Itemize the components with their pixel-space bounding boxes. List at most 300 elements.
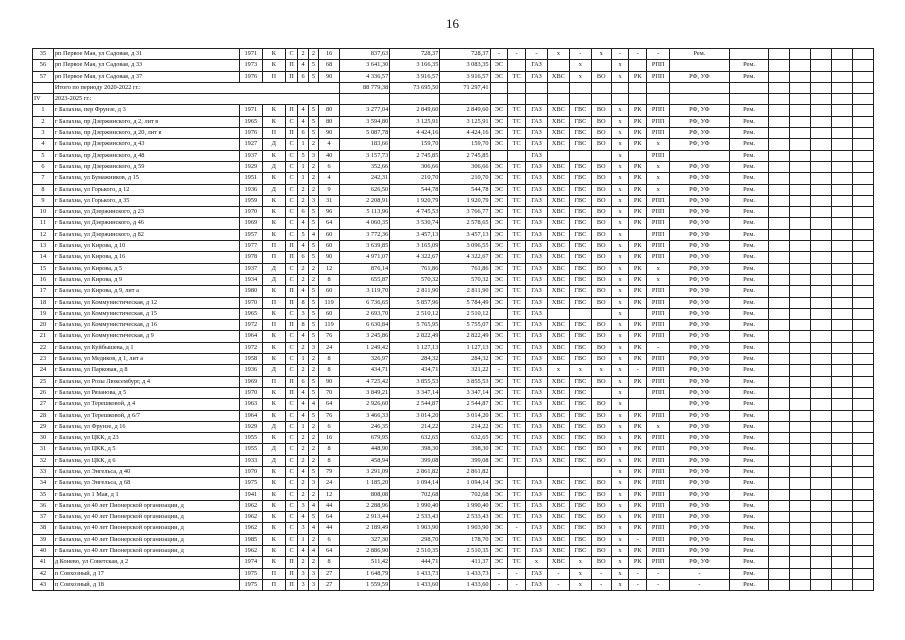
cell: 626,50 xyxy=(340,184,390,195)
cell: К xyxy=(262,466,285,477)
cell: ГВС xyxy=(569,263,591,274)
cell: 1 433,60 xyxy=(390,579,440,590)
cell: 3 457,13 xyxy=(390,229,440,240)
cell: 15 xyxy=(33,263,54,274)
empty-cell xyxy=(769,297,790,308)
empty-cell xyxy=(790,523,811,534)
cell: 4 xyxy=(298,60,308,71)
cell: РПП xyxy=(647,128,670,139)
cell: Рем. xyxy=(729,500,769,511)
cell: 2 693,70 xyxy=(340,308,390,319)
cell: 41 xyxy=(33,557,54,568)
empty-cell xyxy=(852,195,873,206)
cell: 6 xyxy=(319,421,340,432)
cell: 2 xyxy=(308,444,318,455)
cell: РПП xyxy=(647,387,670,398)
cell: РПП xyxy=(647,252,670,263)
cell: 1963 xyxy=(239,399,262,410)
empty-cell xyxy=(811,252,832,263)
cell: г Балахна, ул 40 лет Пионерской организации, д xyxy=(53,546,239,557)
empty-cell xyxy=(852,263,873,274)
cell: ГВС xyxy=(569,274,591,285)
cell: ГАЗ xyxy=(526,161,548,172)
table-row xyxy=(33,320,874,331)
cell: 76 xyxy=(319,331,340,342)
cell: г Балахна, ул Бумажников, д 15 xyxy=(53,173,239,184)
cell: 2 xyxy=(308,433,318,444)
cell: П xyxy=(285,128,298,139)
empty-cell xyxy=(811,534,832,545)
cell: 3 916,57 xyxy=(390,71,440,82)
cell: ТС xyxy=(508,116,526,127)
empty-cell xyxy=(769,512,790,523)
cell: РПП xyxy=(647,523,670,534)
cell: РПП xyxy=(647,444,670,455)
cell: 1 433,73 xyxy=(440,568,490,579)
empty-cell xyxy=(832,286,853,297)
empty-cell xyxy=(832,60,853,71)
cell: ТС xyxy=(508,444,526,455)
cell: РК xyxy=(629,444,647,455)
cell: г Балахна, пр Дзержинского, д 59 xyxy=(53,161,239,172)
cell: 28 xyxy=(33,410,54,421)
cell: - xyxy=(547,568,569,579)
cell: ГВС xyxy=(569,433,591,444)
cell: x xyxy=(611,150,629,161)
cell: д Конево, ул Советская, д 2 xyxy=(53,557,239,568)
cell: 3 125,91 xyxy=(390,116,440,127)
cell: 6 xyxy=(298,128,308,139)
cell: РПП xyxy=(647,116,670,127)
cell: - xyxy=(591,579,611,590)
cell: ГВС xyxy=(569,195,591,206)
empty-cell xyxy=(852,433,873,444)
cell: 10 xyxy=(33,207,54,218)
cell: РФ, УФ xyxy=(670,399,730,410)
cell: ГВС xyxy=(569,546,591,557)
cell: ГАЗ xyxy=(526,444,548,455)
cell: 4 xyxy=(298,116,308,127)
cell: К xyxy=(262,286,285,297)
cell: С xyxy=(285,455,298,466)
cell: 4 060,35 xyxy=(340,218,390,229)
cell: РПП xyxy=(647,557,670,568)
table-row xyxy=(33,433,874,444)
cell: ТС xyxy=(508,387,526,398)
cell: ТС xyxy=(508,365,526,376)
cell: Рем. xyxy=(729,365,769,376)
cell: x xyxy=(611,410,629,421)
cell: 434,71 xyxy=(390,365,440,376)
cell: 3 291,09 xyxy=(340,466,390,477)
cell: П xyxy=(285,579,298,590)
cell: 1 559,59 xyxy=(340,579,390,590)
cell: К xyxy=(262,546,285,557)
cell: П xyxy=(262,320,285,331)
cell: 4 xyxy=(298,466,308,477)
table-row xyxy=(33,444,874,455)
empty-cell xyxy=(832,478,853,489)
cell: г Балахна, ул Куйбышева, д 1 xyxy=(53,342,239,353)
cell: 6 630,84 xyxy=(340,320,390,331)
empty-cell xyxy=(790,410,811,421)
cell: 6 xyxy=(298,252,308,263)
empty-cell xyxy=(832,139,853,150)
cell: x xyxy=(611,546,629,557)
cell: x xyxy=(611,387,629,398)
cell: x xyxy=(547,49,569,60)
empty-cell xyxy=(832,82,853,93)
cell: РК xyxy=(629,376,647,387)
cell: г Балахна, ул Дзержинского, д 46 xyxy=(53,218,239,229)
cell: П xyxy=(285,557,298,568)
empty-cell xyxy=(832,557,853,568)
cell: П xyxy=(262,568,285,579)
empty-cell xyxy=(769,455,790,466)
cell: 214,22 xyxy=(390,421,440,432)
cell: г Балахна, ул Медиков, д 1, лит а xyxy=(53,354,239,365)
cell: x xyxy=(611,512,629,523)
cell: ВО xyxy=(591,71,611,82)
empty-cell xyxy=(547,94,569,105)
cell: ВО xyxy=(591,489,611,500)
cell: РФ, УФ xyxy=(670,286,730,297)
cell: 3 639,85 xyxy=(340,241,390,252)
cell: С xyxy=(285,195,298,206)
cell: 1 433,60 xyxy=(440,579,490,590)
cell: 5 755,07 xyxy=(440,320,490,331)
table-row xyxy=(33,342,874,353)
cell: x xyxy=(611,286,629,297)
cell: П xyxy=(285,320,298,331)
cell: 6 xyxy=(319,534,340,545)
empty-cell xyxy=(832,150,853,161)
cell: П xyxy=(285,105,298,116)
cell: - xyxy=(647,49,670,60)
empty-cell xyxy=(790,387,811,398)
cell: ЭС xyxy=(490,229,508,240)
cell: ЭС xyxy=(490,60,508,71)
cell: ТС xyxy=(508,184,526,195)
cell: Д xyxy=(262,139,285,150)
cell: ВО xyxy=(591,218,611,229)
cell: ГВС xyxy=(569,387,591,398)
cell: Рем. xyxy=(729,523,769,534)
cell: ГВС xyxy=(569,421,591,432)
cell: С xyxy=(285,342,298,353)
cell: ГАЗ xyxy=(526,342,548,353)
empty-cell xyxy=(852,71,873,82)
cell: x xyxy=(611,195,629,206)
cell: ГВС xyxy=(569,376,591,387)
empty-cell xyxy=(832,320,853,331)
empty-cell xyxy=(852,376,873,387)
cell: 68 xyxy=(319,60,340,71)
cell: 2 xyxy=(308,489,318,500)
cell: 34 xyxy=(33,478,54,489)
cell: Рем. xyxy=(729,444,769,455)
cell: 2 886,90 xyxy=(340,546,390,557)
cell: 12 xyxy=(33,229,54,240)
cell: РК xyxy=(629,241,647,252)
table-row xyxy=(33,523,874,534)
cell: 5 xyxy=(308,252,318,263)
cell: РК xyxy=(629,218,647,229)
cell xyxy=(547,60,569,71)
empty-cell xyxy=(790,421,811,432)
cell: 5 xyxy=(308,466,318,477)
empty-cell xyxy=(811,94,832,105)
table-row xyxy=(33,546,874,557)
empty-cell xyxy=(832,410,853,421)
cell: 4 xyxy=(308,399,318,410)
cell: г Балахна, пр Дзержинского, д 2, лит в xyxy=(53,116,239,127)
cell: 2 xyxy=(308,173,318,184)
cell: Рем. xyxy=(729,320,769,331)
cell: 1 094,14 xyxy=(390,478,440,489)
table-row xyxy=(33,568,874,579)
cell: Рем. xyxy=(729,207,769,218)
cell: Рем. xyxy=(729,387,769,398)
cell xyxy=(629,150,647,161)
cell: 42 xyxy=(33,568,54,579)
cell: - xyxy=(629,365,647,376)
cell: ХВС xyxy=(547,105,569,116)
cell: x xyxy=(611,399,629,410)
empty-cell xyxy=(852,161,873,172)
cell: 24 xyxy=(319,342,340,353)
cell: 570,32 xyxy=(440,274,490,285)
table-row xyxy=(33,71,874,82)
cell: П xyxy=(262,579,285,590)
empty-cell xyxy=(852,207,873,218)
cell: Рем. xyxy=(729,557,769,568)
cell: x xyxy=(611,184,629,195)
cell: 79 xyxy=(319,466,340,477)
cell: - xyxy=(647,579,670,590)
empty-cell xyxy=(832,489,853,500)
cell: 1975 xyxy=(239,478,262,489)
cell: г Балахна, ул Энгельса, д 40 xyxy=(53,466,239,477)
empty-cell xyxy=(769,354,790,365)
cell: ВО xyxy=(591,241,611,252)
cell: - xyxy=(629,49,647,60)
cell: 2 510,12 xyxy=(440,308,490,319)
cell: РПП xyxy=(647,297,670,308)
cell: Рем. xyxy=(729,512,769,523)
cell: ГАЗ xyxy=(526,410,548,421)
empty-cell xyxy=(852,116,873,127)
cell: 1970 xyxy=(239,297,262,308)
cell: С xyxy=(285,331,298,342)
empty-cell xyxy=(790,444,811,455)
cell: - xyxy=(490,49,508,60)
cell: 5 xyxy=(308,60,318,71)
cell: ВО xyxy=(591,500,611,511)
empty-cell xyxy=(790,320,811,331)
cell: Рем. xyxy=(729,297,769,308)
empty-cell xyxy=(811,241,832,252)
period-total-label: Итого по периоду 2020-2022 гг.: xyxy=(53,82,339,93)
cell: 4 322,67 xyxy=(390,252,440,263)
empty-cell xyxy=(811,500,832,511)
cell: 25 xyxy=(33,376,54,387)
cell: С xyxy=(285,512,298,523)
cell: РК xyxy=(629,478,647,489)
cell: 2 288,96 xyxy=(340,500,390,511)
cell: Д xyxy=(262,444,285,455)
empty-cell xyxy=(390,94,440,105)
cell: 2 xyxy=(298,195,308,206)
cell: ГАЗ xyxy=(526,320,548,331)
cell: С xyxy=(285,399,298,410)
cell xyxy=(569,150,591,161)
cell: 44 xyxy=(319,523,340,534)
cell: г Балахна, ул Горького, д 12 xyxy=(53,184,239,195)
cell: 5 xyxy=(308,116,318,127)
cell: 1 990,40 xyxy=(390,500,440,511)
cell: 5 xyxy=(308,410,318,421)
cell: РФ, УФ xyxy=(670,466,730,477)
cell: 64 xyxy=(319,218,340,229)
cell: 13 xyxy=(33,241,54,252)
cell: 876,14 xyxy=(340,263,390,274)
cell: г Балахна, ул Кирова, д 9 xyxy=(53,274,239,285)
cell: РК xyxy=(629,71,647,82)
cell: ТС xyxy=(508,376,526,387)
cell: ХВС xyxy=(547,376,569,387)
cell: ВО xyxy=(591,342,611,353)
cell: РК xyxy=(629,116,647,127)
cell: 16 xyxy=(319,49,340,60)
table-row xyxy=(33,500,874,511)
cell: 2 xyxy=(308,365,318,376)
cell: г Балахна, ул 40 лет Пионерской организации, д xyxy=(53,534,239,545)
cell: РФ, УФ xyxy=(670,478,730,489)
cell: 5 xyxy=(308,331,318,342)
empty-cell xyxy=(769,365,790,376)
empty-cell xyxy=(852,354,873,365)
cell: x xyxy=(611,71,629,82)
cell: П xyxy=(285,241,298,252)
empty-cell xyxy=(790,128,811,139)
cell: 119 xyxy=(319,320,340,331)
period-total-value: 88 779,38 xyxy=(340,82,390,93)
cell: 1 xyxy=(298,354,308,365)
cell: 2 849,60 xyxy=(440,105,490,116)
empty-cell xyxy=(852,128,873,139)
empty-cell xyxy=(769,105,790,116)
cell: 2 xyxy=(298,433,308,444)
cell xyxy=(490,466,508,477)
cell: 1929 xyxy=(239,421,262,432)
period-total-value: 73 695,50 xyxy=(390,82,440,93)
empty-cell xyxy=(769,184,790,195)
cell: г Балахна, ул Терешковой, д 4 xyxy=(53,399,239,410)
empty-cell xyxy=(769,263,790,274)
cell: 4 xyxy=(319,139,340,150)
cell: РПП xyxy=(647,433,670,444)
cell: 2 xyxy=(298,184,308,195)
cell: К xyxy=(262,489,285,500)
cell: ГВС xyxy=(569,128,591,139)
cell: ТС xyxy=(508,195,526,206)
empty-cell xyxy=(811,342,832,353)
empty-cell xyxy=(811,139,832,150)
cell: 1951 xyxy=(239,173,262,184)
empty-cell xyxy=(647,94,670,105)
cell: РК xyxy=(629,466,647,477)
cell: 5 xyxy=(308,286,318,297)
cell: 2 xyxy=(308,263,318,274)
cell: ХВС xyxy=(547,410,569,421)
cell: ГВС xyxy=(569,161,591,172)
cell: 2 533,43 xyxy=(440,512,490,523)
cell: Д xyxy=(262,421,285,432)
cell: ГАЗ xyxy=(526,433,548,444)
cell: ГАЗ xyxy=(526,331,548,342)
cell: x xyxy=(611,173,629,184)
empty-cell xyxy=(769,444,790,455)
cell: К xyxy=(262,218,285,229)
empty-cell xyxy=(790,207,811,218)
cell: РФ, УФ xyxy=(670,252,730,263)
cell: РФ, УФ xyxy=(670,71,730,82)
cell: 3 xyxy=(308,195,318,206)
cell: К xyxy=(262,60,285,71)
cell: РПП xyxy=(647,376,670,387)
cell: 411,37 xyxy=(440,557,490,568)
cell: г Балахна, ул Терешковой, д 6/7 xyxy=(53,410,239,421)
empty-cell xyxy=(852,466,873,477)
cell: РК xyxy=(629,161,647,172)
empty-cell xyxy=(769,387,790,398)
cell: 6 736,65 xyxy=(340,297,390,308)
cell: 5 857,96 xyxy=(390,297,440,308)
cell: x xyxy=(569,365,591,376)
cell: ЭС xyxy=(490,320,508,331)
cell: 5 xyxy=(308,128,318,139)
cell: 242,31 xyxy=(340,173,390,184)
cell xyxy=(670,60,730,71)
cell: г Балахна, ул ЦКК, д 23 xyxy=(53,433,239,444)
empty-cell xyxy=(832,365,853,376)
cell: 5 xyxy=(33,150,54,161)
cell: С xyxy=(285,489,298,500)
cell: 2 xyxy=(298,489,308,500)
cell: Рем. xyxy=(729,455,769,466)
empty-cell xyxy=(811,207,832,218)
cell: г Балахна, ул 40 лет Пионерской организации, д xyxy=(53,500,239,511)
empty-cell xyxy=(769,478,790,489)
cell: 17 xyxy=(33,286,54,297)
cell: РПП xyxy=(647,320,670,331)
empty-cell xyxy=(790,466,811,477)
cell: ВО xyxy=(591,161,611,172)
cell: РФ, УФ xyxy=(670,376,730,387)
cell: ГАЗ xyxy=(526,421,548,432)
empty-cell xyxy=(832,455,853,466)
cell: Рем. xyxy=(729,274,769,285)
cell: ТС xyxy=(508,399,526,410)
empty-cell xyxy=(769,286,790,297)
empty-cell xyxy=(790,263,811,274)
cell: ГВС xyxy=(569,139,591,150)
cell: 1964 xyxy=(239,331,262,342)
cell: 4 xyxy=(298,218,308,229)
empty-cell xyxy=(769,161,790,172)
empty-cell xyxy=(490,94,508,105)
